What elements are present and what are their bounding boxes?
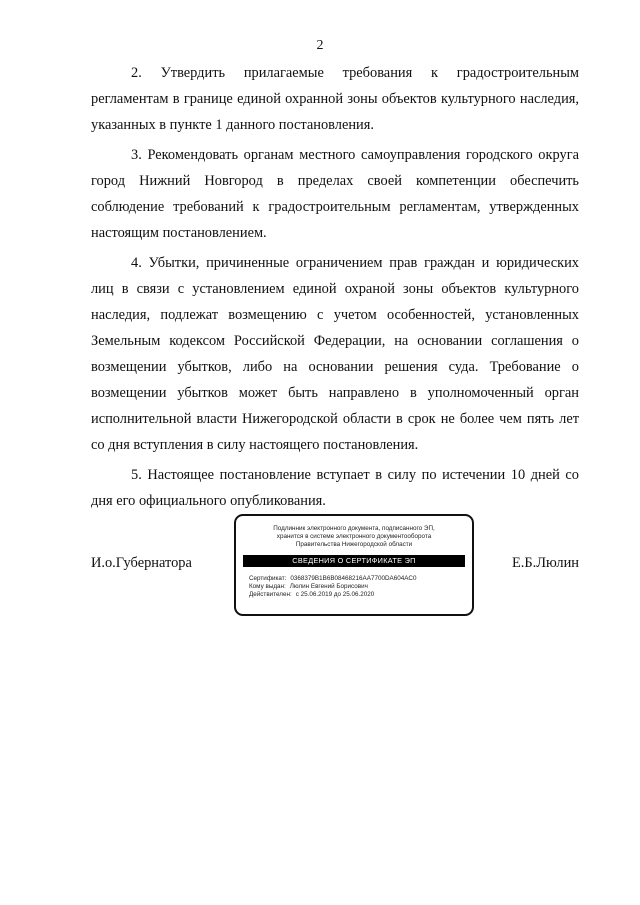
stamp-header-line: хранится в системе электронного документооборота (276, 533, 432, 540)
page-number: 2 (316, 38, 324, 53)
paragraph-2: 2. Утвердить прилагаемые требования к градостроительным регламентам в границе единой охранной зоны объектов культурного наследия, указанных в пункте 1 данного постановления. (91, 65, 579, 133)
certificate-label: Сертификат: (249, 575, 287, 582)
stamp-header-line: Правительства Нижегородской области (295, 541, 413, 548)
issued-to-value: Люлин Евгений Борисович (289, 583, 368, 590)
document-body (91, 60, 579, 518)
stamp-banner: СВЕДЕНИЯ О СЕРТИФИКАТЕ ЭП (243, 555, 465, 567)
issued-to-row (249, 583, 472, 591)
paragraph-4: 4. Убытки, причиненные ограничением прав граждан и юридических лиц в связи с установлением единой охраной зоны объектов культурного наследия, подлежат возмещению с учетом особенностей, установленных Земельным кодексом Российской Федерации, на основании соглашения о возмещении убытков, либо на основании решения суда. Требование о возмещении убытков может быть направлено в уполномоченный орган исполнительной власти Нижегородской области в срок не более чем пять лет со дня вступления в силу настоящего постановления. (91, 255, 579, 453)
validity-value: с 25.06.2019 до 25.06.2020 (295, 591, 375, 598)
paragraph-5: 5. Настоящее постановление вступает в силу по истечении 10 дней со дня его официального опубликования. (91, 467, 579, 509)
validity-label: Действителен: (249, 591, 292, 598)
certificate-row (249, 575, 472, 583)
issued-to-label: Кому выдан: (249, 583, 286, 590)
validity-row (249, 591, 472, 599)
stamp-header-line: Подлинник электронного документа, подписанного ЭП, (273, 525, 435, 532)
certificate-value: 0368379B1B6B08468216AA7700DA604AC0 (290, 575, 417, 582)
electronic-signature-stamp (234, 514, 474, 616)
stamp-header (236, 525, 472, 549)
stamp-details (249, 575, 472, 599)
signatory-role: И.о.Губернатора (91, 555, 192, 571)
signer-name: Е.Б.Люлин (512, 555, 579, 571)
paragraph-3: 3. Рекомендовать органам местного самоуправления городского округа город Нижний Новгород в пределах своей компетенции обеспечить соблюдение требований к градостроительным регламентам, утвержденных настоящим постановлением. (91, 147, 579, 241)
signature-block (91, 514, 579, 620)
